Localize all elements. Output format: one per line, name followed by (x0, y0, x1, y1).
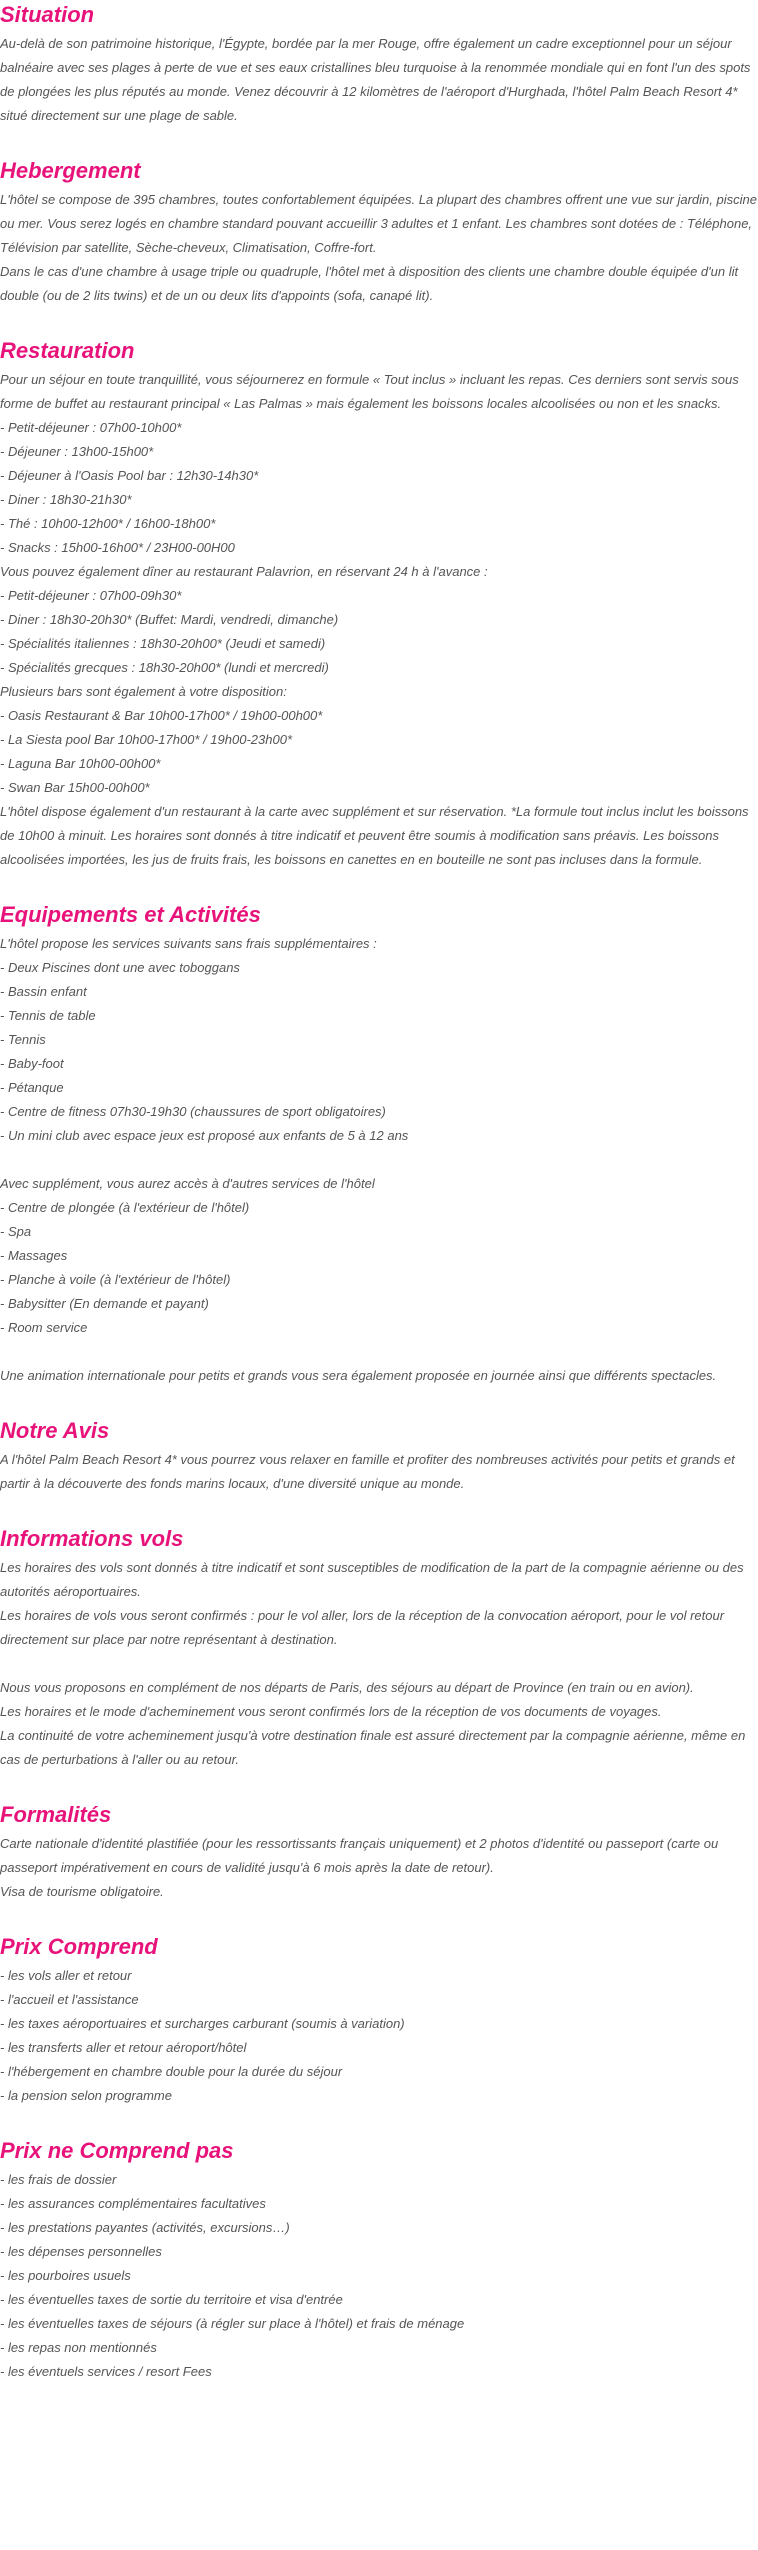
paragraph: L'hôtel dispose également d'un restaurant à la carte avec supplément et sur réservation. *La formule tout inclus inclut les boissons de 10h00 à minuit. Les horaires sont donnés à titre indicatif et peuvent être soumis à modification sans préavis. Les boissons alcoolisées importées, les jus de fruits frais, les boissons en canettes en en bouteille ne sont pas incluses dans la formule. (0, 804, 749, 867)
list-item: - l'hébergement en chambre double pour la durée du séjour (0, 2064, 343, 2079)
section-heading: Formalités (0, 1802, 112, 1827)
section-heading: Equipements et Activités (0, 902, 261, 927)
section-spacer (0, 308, 758, 336)
blank-line (0, 1148, 758, 1172)
section-spacer (0, 1496, 758, 1524)
section-spacer (0, 1904, 758, 1932)
list-item: - Massages (0, 1248, 68, 1263)
list-item: - Petit-déjeuner : 07h00-09h30* (0, 588, 182, 603)
list-item: - Pétanque (0, 1080, 64, 1095)
list-item: - Tennis de table (0, 1008, 96, 1023)
list-item: - les vols aller et retour (0, 1968, 132, 1983)
section-prix-ne-comprend-pas (0, 2136, 758, 2384)
list-item: - l'accueil et l'assistance (0, 1992, 139, 2007)
paragraph: Les horaires de vols vous seront confirmés : pour le vol aller, lors de la réception de la convocation aéroport, pour le vol retour directement sur place par notre représentant à destination. (0, 1608, 725, 1647)
section-heading: Prix Comprend (0, 1934, 158, 1959)
list-item: - Thé : 10h00-12h00* / 16h00-18h00* (0, 516, 216, 531)
list-item: - la pension selon programme (0, 2088, 172, 2103)
section-heading: Hebergement (0, 158, 141, 183)
section-heading: Situation (0, 2, 95, 27)
paragraph: Nous vous proposons en complément de nos départs de Paris, des séjours au départ de Province (en train ou en avion). (0, 1680, 694, 1695)
list-item: - les frais de dossier (0, 2172, 117, 2187)
paragraph: Carte nationale d'identité plastifiée (pour les ressortissants français uniquement) et 2 photos d'identité ou passeport (carte ou passeport impérativement en cours de validité jusqu'à 6 mois après la date de retour). (0, 1836, 719, 1875)
section-heading: Informations vols (0, 1526, 184, 1551)
paragraph: L'hôtel propose les services suivants sans frais supplémentaires : (0, 936, 377, 951)
paragraph: Plusieurs bars sont également à votre disposition: (0, 684, 287, 699)
list-item: - Spa (0, 1224, 32, 1239)
list-item: - La Siesta pool Bar 10h00-17h00* / 19h00-23h00* (0, 732, 292, 747)
list-item: - les pourboires usuels (0, 2268, 131, 2283)
list-item: - les éventuelles taxes de sortie du territoire et visa d'entrée (0, 2292, 343, 2307)
section-spacer (0, 2108, 758, 2136)
section-restauration (0, 336, 758, 872)
list-item: - Tennis (0, 1032, 46, 1047)
list-item: - Babysitter (En demande et payant) (0, 1296, 209, 1311)
list-item: - Swan Bar 15h00-00h00* (0, 780, 150, 795)
paragraph: Vous pouvez également dîner au restaurant Palavrion, en réservant 24 h à l'avance : (0, 564, 488, 579)
paragraph: A l'hôtel Palm Beach Resort 4* vous pourrez vous relaxer en famille et profiter des nombreuses activités pour petits et grands et partir à la découverte des fonds marins locaux, d'une diversité unique au monde. (0, 1452, 735, 1491)
section-heading: Notre Avis (0, 1418, 110, 1443)
list-item: - les taxes aéroportuaires et surcharges carburant (soumis à variation) (0, 2016, 405, 2031)
section-heading: Restauration (0, 338, 135, 363)
paragraph: Une animation internationale pour petits et grands vous sera également proposée en journée ainsi que différents spectacles. (0, 1368, 717, 1383)
list-item: - Déjeuner : 13h00-15h00* (0, 444, 154, 459)
list-item: - les assurances complémentaires facultatives (0, 2196, 266, 2211)
section-spacer (0, 1388, 758, 1416)
section-equipements-et-activites (0, 900, 758, 1388)
section-prix-comprend (0, 1932, 758, 2108)
paragraph: Au-delà de son patrimoine historique, l'Égypte, bordée par la mer Rouge, offre également un cadre exceptionnel pour un séjour balnéaire avec ses plages à perte de vue et ses eaux cristallines bleu turquoise à la renommée mondiale qui en font l'un des spots de plongées les plus réputés au monde. Venez découvrir à 12 kilomètres de l'aéroport d'Hurghada, l'hôtel Palm Beach Resort 4* situé directement sur une plage de sable. (0, 36, 751, 123)
list-item: - Snacks : 15h00-16h00* / 23H00-00H00 (0, 540, 235, 555)
paragraph: Dans le cas d'une chambre à usage triple ou quadruple, l'hôtel met à disposition des clients une chambre double équipée d'un lit double (ou de 2 lits twins) et de un ou deux lits d'appoints (sofa, canapé lit). (0, 264, 739, 303)
paragraph: L'hôtel se compose de 395 chambres, toutes confortablement équipées. La plupart des chambres offrent une vue sur jardin, piscine ou mer. Vous serez logés en chambre standard pouvant accueillir 3 adultes et 1 enfant. Les chambres sont dotées de : Téléphone, Télévision par satellite, Sèche-cheveux, Climatisation, Coffre-fort. (0, 192, 757, 255)
list-item: - Un mini club avec espace jeux est proposé aux enfants de 5 à 12 ans (0, 1128, 409, 1143)
list-item: - Diner : 18h30-21h30* (0, 492, 132, 507)
section-formalites (0, 1800, 758, 1904)
list-item: - Petit-déjeuner : 07h00-10h00* (0, 420, 182, 435)
list-item: - Spécialités grecques : 18h30-20h00* (lundi et mercredi) (0, 660, 329, 675)
list-item: - les éventuelles taxes de séjours (à régler sur place à l'hôtel) et frais de ménage (0, 2316, 465, 2331)
paragraph: Les horaires et le mode d'acheminement vous seront confirmés lors de la réception de vos documents de voyages. (0, 1704, 662, 1719)
paragraph: Les horaires des vols sont donnés à titre indicatif et sont susceptibles de modification de la part de la compagnie aérienne ou des autorités aéroportuaires. (0, 1560, 744, 1599)
list-item: - Laguna Bar 10h00-00h00* (0, 756, 161, 771)
section-spacer (0, 872, 758, 900)
list-item: - les éventuels services / resort Fees (0, 2364, 212, 2379)
list-item: - Deux Piscines dont une avec toboggans (0, 960, 240, 975)
section-hebergement (0, 156, 758, 308)
list-item: - Centre de fitness 07h30-19h30 (chaussures de sport obligatoires) (0, 1104, 386, 1119)
list-item: - Spécialités italiennes : 18h30-20h00* (Jeudi et samedi) (0, 636, 326, 651)
blank-line (0, 1652, 758, 1676)
section-spacer (0, 128, 758, 156)
section-situation (0, 0, 758, 128)
list-item: - Centre de plongée (à l'extérieur de l'hôtel) (0, 1200, 250, 1215)
list-item: - les dépenses personnelles (0, 2244, 162, 2259)
list-item: - Baby-foot (0, 1056, 64, 1071)
section-informations-vols (0, 1524, 758, 1772)
list-item: - Planche à voile (à l'extérieur de l'hôtel) (0, 1272, 231, 1287)
paragraph: Visa de tourisme obligatoire. (0, 1884, 164, 1899)
list-item: - Oasis Restaurant & Bar 10h00-17h00* / 19h00-00h00* (0, 708, 323, 723)
blank-line (0, 1340, 758, 1364)
section-heading: Prix ne Comprend pas (0, 2138, 234, 2163)
list-item: - Diner : 18h30-20h30* (Buffet: Mardi, vendredi, dimanche) (0, 612, 339, 627)
list-item: - Bassin enfant (0, 984, 87, 999)
section-spacer (0, 1772, 758, 1800)
section-notre-avis (0, 1416, 758, 1496)
list-item: - les transferts aller et retour aéroport/hôtel (0, 2040, 247, 2055)
paragraph: Pour un séjour en toute tranquillité, vous séjournerez en formule « Tout inclus » incluant les repas. Ces derniers sont servis sous forme de buffet au restaurant principal « Las Palmas » mais également les boissons locales alcoolisées ou non et les snacks. (0, 372, 739, 411)
list-item: - Déjeuner à l'Oasis Pool bar : 12h30-14h30* (0, 468, 259, 483)
paragraph: La continuité de votre acheminement jusqu'à votre destination finale est assuré directement par la compagnie aérienne, même en cas de perturbations à l'aller ou au retour. (0, 1728, 746, 1767)
list-item: - les repas non mentionnés (0, 2340, 157, 2355)
list-item: - les prestations payantes (activités, excursions…) (0, 2220, 290, 2235)
list-item: - Room service (0, 1320, 88, 1335)
paragraph: Avec supplément, vous aurez accès à d'autres services de l'hôtel (0, 1176, 375, 1191)
